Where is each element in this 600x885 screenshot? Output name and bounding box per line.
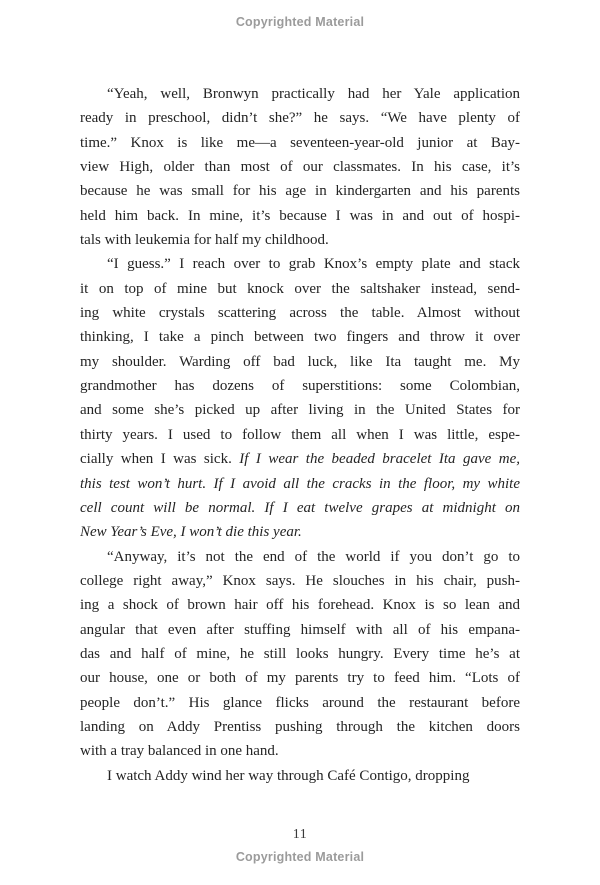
- text-segment: das and half of mine, he still looks hungry. Every time he’s at: [80, 645, 520, 662]
- text-line: [80, 155, 520, 179]
- text-line: [80, 691, 520, 715]
- text-segment: with a tray balanced in one hand.: [80, 743, 279, 760]
- text-line: [80, 179, 520, 203]
- text-segment: view High, older than most of our classmates. In his case, it’s: [80, 159, 520, 176]
- text-segment: grandmother has dozens of superstitions: some Colombian,: [80, 378, 520, 395]
- text-segment: ing white crystals scattering across the table. Almost without: [80, 305, 520, 322]
- text-segment: it on top of mine but knock over the saltshaker instead, send-: [80, 280, 520, 297]
- italic-text-segment: this test won’t hurt. If I avoid all the cracks in the floor, my white: [80, 475, 520, 492]
- text-line: [80, 252, 520, 276]
- text-segment: “I guess.” I reach over to grab Knox’s empty plate and stack: [107, 256, 520, 273]
- text-segment: landing on Addy Prentiss pushing through the kitchen doors: [80, 718, 520, 735]
- text-segment: thirty years. I used to follow them all when I was little, espe-: [80, 426, 520, 443]
- text-segment: I watch Addy wind her way through Café Contigo, dropping: [107, 767, 470, 784]
- text-segment: thinking, I take a pinch between two fingers and throw it over: [80, 329, 520, 346]
- text-line: [80, 350, 520, 374]
- text-segment: time.” Knox is like me—a seventeen-year-old junior at Bay-: [80, 134, 520, 151]
- text-line: [80, 106, 520, 130]
- italic-text-segment: cell count will be normal. If I eat twelve grapes at midnight on: [80, 499, 520, 516]
- text-line: [80, 545, 520, 569]
- text-segment: college right away,” Knox says. He slouches in his chair, push-: [80, 572, 520, 589]
- text-line: [80, 204, 520, 228]
- text-line: [80, 374, 520, 398]
- text-line: [80, 398, 520, 422]
- text-segment: held him back. In mine, it’s because I was in and out of hospi-: [80, 207, 520, 224]
- page-number: 11: [292, 827, 308, 842]
- copyright-footer: Copyrighted Material: [235, 850, 365, 864]
- paragraph: [80, 82, 520, 252]
- text-line: [80, 277, 520, 301]
- paragraph: [80, 545, 520, 764]
- text-line: [80, 666, 520, 690]
- text-segment: cially when I was sick.: [80, 451, 240, 468]
- text-line: [80, 764, 520, 788]
- text-line: [80, 472, 520, 496]
- text-line: [80, 82, 520, 106]
- paragraph: [80, 252, 520, 544]
- text-segment: because he was small for his age in kindergarten and his parents: [80, 183, 520, 200]
- paragraph: [80, 764, 520, 788]
- text-line: [80, 496, 520, 520]
- text-segment: angular that even after stuffing himself with all of his empana-: [80, 621, 520, 638]
- text-segment: “Anyway, it’s not the end of the world if you don’t go to: [107, 548, 520, 565]
- text-segment: my shoulder. Warding off bad luck, like Ita taught me. My: [80, 353, 520, 370]
- text-line: [80, 593, 520, 617]
- text-segment: “Yeah, well, Bronwyn practically had her Yale application: [107, 86, 520, 102]
- text-line: [80, 131, 520, 155]
- text-line: [80, 520, 520, 544]
- italic-text-segment: New Year’s Eve, I won’t die this year.: [80, 524, 302, 541]
- text-line: [80, 569, 520, 593]
- text-segment: people don’t.” His glance flicks around the restaurant before: [80, 694, 520, 711]
- text-line: [80, 642, 520, 666]
- text-line: [80, 301, 520, 325]
- text-segment: our house, one or both of my parents try to feed him. “Lots of: [80, 670, 520, 687]
- text-line: [80, 715, 520, 739]
- copyright-header: Copyrighted Material: [235, 15, 365, 29]
- text-block: [80, 82, 520, 788]
- text-segment: ready in preschool, didn’t she?” he says. “We have plenty of: [80, 110, 520, 127]
- text-line: [80, 325, 520, 349]
- text-line: [80, 739, 520, 763]
- text-segment: ing a shock of brown hair off his forehead. Knox is so lean and: [80, 597, 520, 614]
- text-segment: and some she’s picked up after living in the United States for: [80, 402, 520, 419]
- text-segment: tals with leukemia for half my childhood.: [80, 232, 329, 249]
- text-line: [80, 618, 520, 642]
- italic-text-segment: If I wear the beaded bracelet Ita gave me,: [239, 451, 520, 468]
- text-line: [80, 447, 520, 471]
- text-line: [80, 423, 520, 447]
- text-line: [80, 228, 520, 252]
